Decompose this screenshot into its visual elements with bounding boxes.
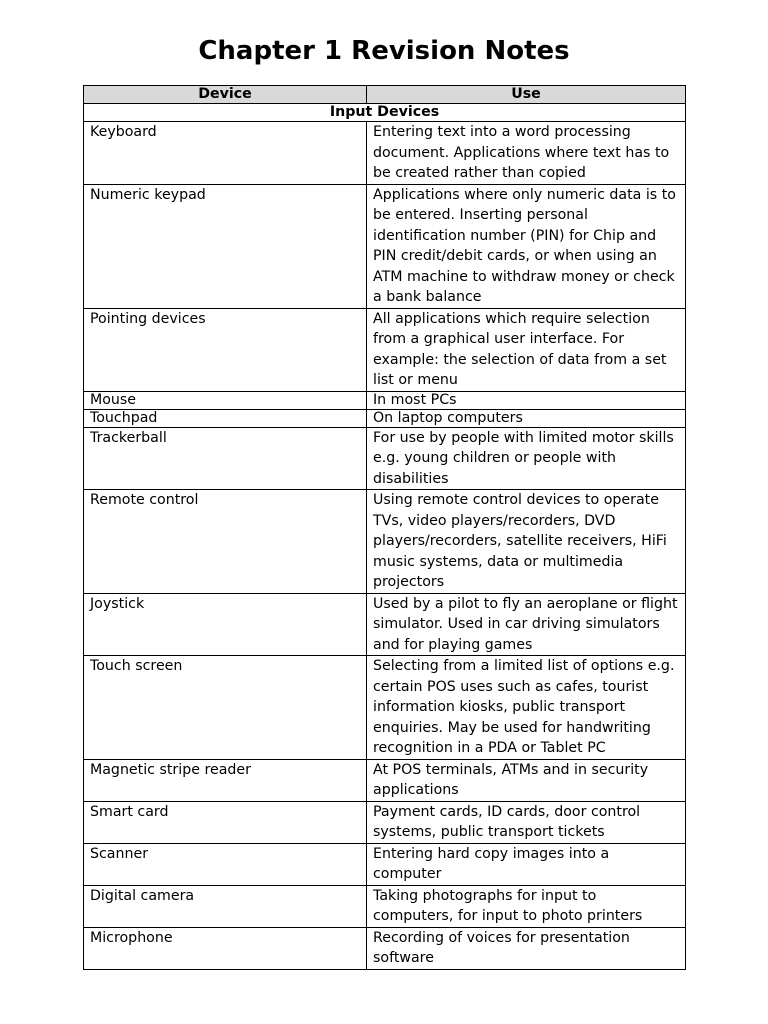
use-cell: In most PCs <box>367 391 686 409</box>
table-row <box>84 885 686 927</box>
use-cell: Entering text into a word processing document. Applications where text has to be created rather than copied <box>367 122 686 185</box>
table-row <box>84 801 686 843</box>
device-cell: Touchpad <box>84 409 367 427</box>
section-row <box>84 104 686 122</box>
device-cell: Magnetic stripe reader <box>84 759 367 801</box>
table-row <box>84 656 686 760</box>
use-cell: All applications which require selection from a graphical user interface. For example: the selection of data from a set list or menu <box>367 308 686 391</box>
table-row <box>84 927 686 969</box>
use-column-header: Use <box>367 86 686 104</box>
device-cell: Keyboard <box>84 122 367 185</box>
table-row <box>84 593 686 656</box>
use-cell: Taking photographs for input to computers, for input to photo printers <box>367 885 686 927</box>
device-cell: Numeric keypad <box>84 184 367 308</box>
device-cell: Touch screen <box>84 656 367 760</box>
use-cell: Payment cards, ID cards, door control systems, public transport tickets <box>367 801 686 843</box>
table-row <box>84 409 686 427</box>
device-cell: Pointing devices <box>84 308 367 391</box>
use-cell: On laptop computers <box>367 409 686 427</box>
device-cell: Digital camera <box>84 885 367 927</box>
table-row <box>84 427 686 490</box>
use-cell: For use by people with limited motor skills e.g. young children or people with disabilities <box>367 427 686 490</box>
table-row <box>84 122 686 185</box>
device-cell: Joystick <box>84 593 367 656</box>
use-cell: Recording of voices for presentation software <box>367 927 686 969</box>
use-cell: Selecting from a limited list of options e.g. certain POS uses such as cafes, tourist information kiosks, public transport enquiries. May be used for handwriting recognition in a PDA or Tablet PC <box>367 656 686 760</box>
device-cell: Smart card <box>84 801 367 843</box>
device-cell: Microphone <box>84 927 367 969</box>
device-cell: Trackerball <box>84 427 367 490</box>
use-cell: At POS terminals, ATMs and in security applications <box>367 759 686 801</box>
use-cell: Used by a pilot to fly an aeroplane or flight simulator. Used in car driving simulators and for playing games <box>367 593 686 656</box>
page-title: Chapter 1 Revision Notes <box>198 36 570 66</box>
use-cell: Entering hard copy images into a computer <box>367 843 686 885</box>
table-row <box>84 184 686 308</box>
device-column-header: Device <box>84 86 367 104</box>
section-title: Input Devices <box>84 104 686 122</box>
table-row <box>84 759 686 801</box>
device-cell: Scanner <box>84 843 367 885</box>
table-row <box>84 308 686 391</box>
table-row <box>84 843 686 885</box>
device-cell: Remote control <box>84 490 367 594</box>
device-cell: Mouse <box>84 391 367 409</box>
table-header-row <box>84 86 686 104</box>
revision-table <box>83 85 686 970</box>
use-cell: Using remote control devices to operate TVs, video players/recorders, DVD players/recorders, satellite receivers, HiFi music systems, data or multimedia projectors <box>367 490 686 594</box>
use-cell: Applications where only numeric data is to be entered. Inserting personal identification number (PIN) for Chip and PIN credit/debit cards, or when using an ATM machine to withdraw money or check a bank balance <box>367 184 686 308</box>
table-row <box>84 490 686 594</box>
table-row <box>84 391 686 409</box>
